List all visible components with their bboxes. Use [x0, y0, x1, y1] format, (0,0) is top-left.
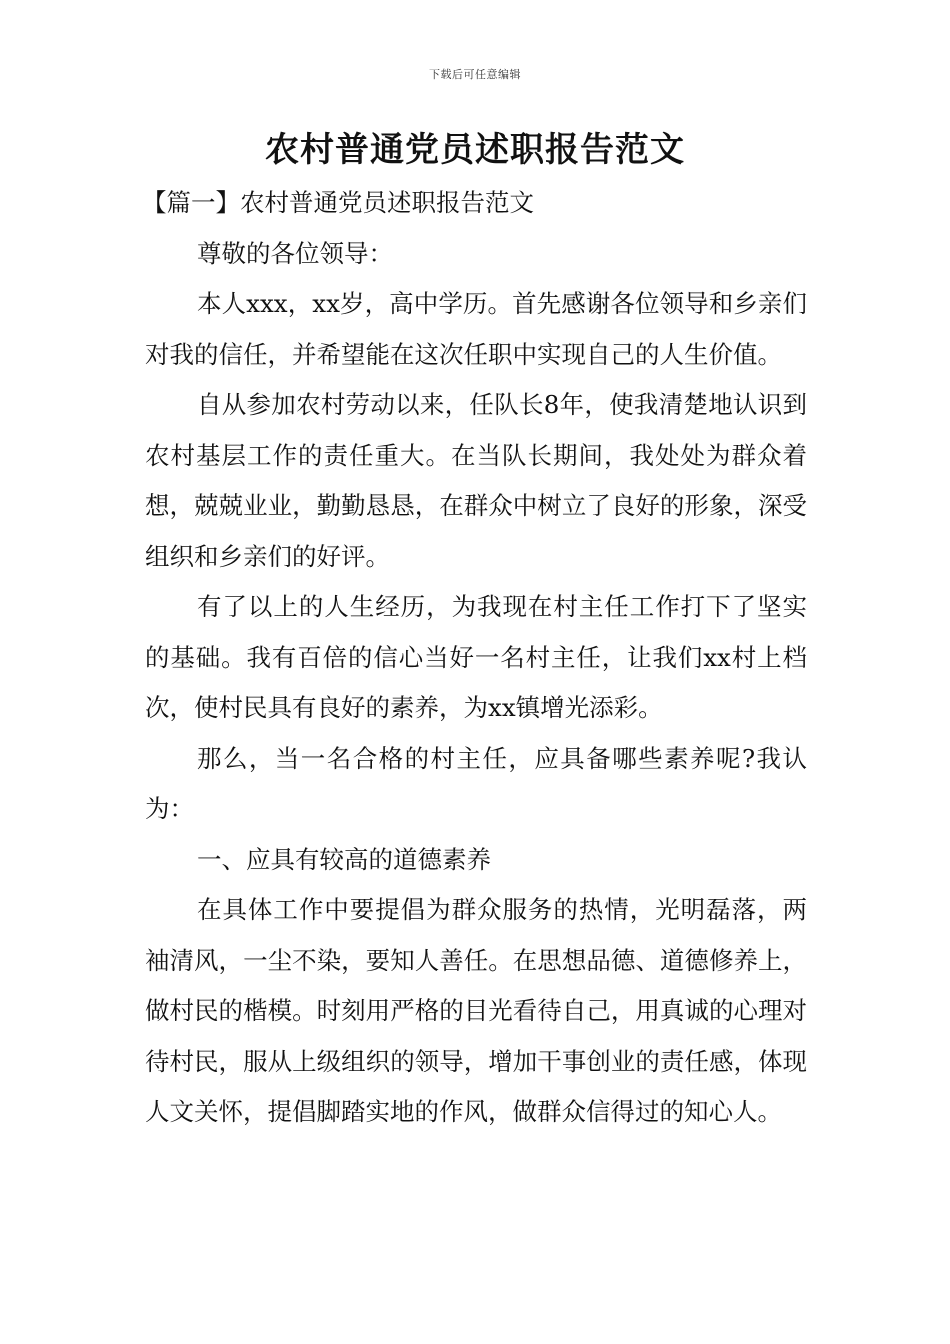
- paragraph-moral-standards: 在具体工作中要提倡为群众服务的热情，光明磊落，两袖清风，一尘不染，要知人善任。在思想品德、道德修养上，做村民的楷模。时刻用严格的目光看待自己，用真诚的心理对待村民，服从上级组织的领导，增加干事创业的责任感，体现人文关怀，提倡脚踏实地的作风，做群众信得过的知心人。: [145, 895, 807, 1126]
- paragraph-question: 那么，当一名合格的村主任，应具备哪些素养呢?我认为：: [145, 743, 807, 823]
- section-heading: 【篇一】农村普通党员述职报告范文: [142, 188, 534, 217]
- paragraph-self-introduction: 本人xxx，xx岁，高中学历。首先感谢各位领导和乡亲们对我的信任，并希望能在这次任职中实现自己的人生价值。: [145, 289, 807, 369]
- header-note: 下载后可任意编辑: [429, 68, 521, 81]
- paragraph-work-experience: 自从参加农村劳动以来，任队长8年，使我清楚地认识到农村基层工作的责任重大。在当队长期间，我处处为群众着想，兢兢业业，勤勤恳恳，在群众中树立了良好的形象，深受组织和乡亲们的好评。: [145, 390, 807, 571]
- document-body: [142, 178, 807, 1138]
- paragraph-confidence: 有了以上的人生经历，为我现在村主任工作打下了坚实的基础。我有百倍的信心当好一名村主任，让我们xx村上档次，使村民具有良好的素养，为xx镇增光添彩。: [145, 592, 807, 722]
- subsection-heading: 一、应具有较高的道德素养: [197, 844, 491, 874]
- paragraph-salutation: 尊敬的各位领导：: [197, 238, 393, 268]
- document-title: 农村普通党员述职报告范文: [265, 130, 685, 170]
